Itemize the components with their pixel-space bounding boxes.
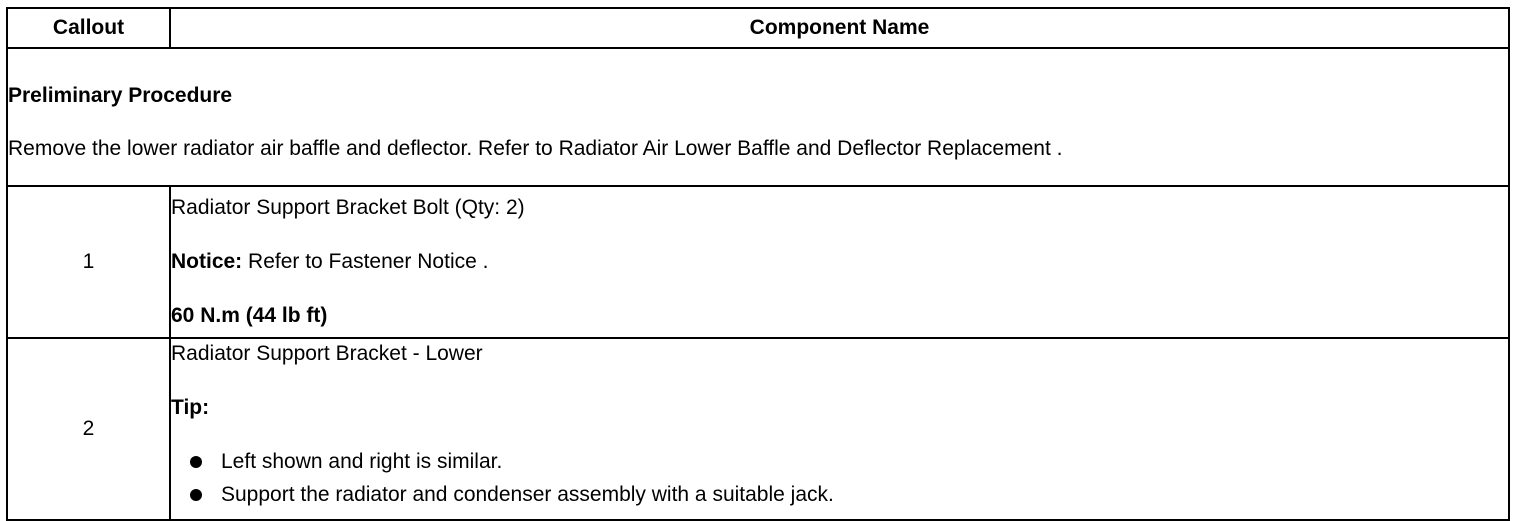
- callout-number: 1: [7, 186, 170, 338]
- component-name-column-header: Component Name: [170, 8, 1509, 48]
- bullet-dot-icon: [190, 456, 202, 468]
- table-row: [7, 186, 1509, 338]
- component-name: Radiator Support Bracket - Lower: [171, 342, 483, 365]
- component-cell: [170, 338, 1509, 520]
- tip-list: [171, 450, 1508, 516]
- table-row: [7, 338, 1509, 520]
- preliminary-title: Preliminary Procedure: [8, 83, 233, 107]
- torque-spec: 60 N.m (44 lb ft): [171, 304, 328, 327]
- callout-column-header: Callout: [7, 8, 170, 48]
- notice-text: Refer to Fastener Notice .: [242, 250, 489, 273]
- notice-label: Notice:: [171, 250, 243, 273]
- preliminary-text: Remove the lower radiator air baffle and deflector. Refer to Radiator Air Lower Baffle and Deflector Replacement .: [8, 136, 1063, 160]
- procedure-table: [6, 7, 1510, 521]
- list-item: [171, 483, 1508, 516]
- preliminary-cell: [7, 48, 1509, 186]
- component-name: Radiator Support Bracket Bolt (Qty: 2): [171, 196, 525, 219]
- callout-number: 2: [7, 338, 170, 520]
- component-cell: [170, 186, 1509, 338]
- tip-label: Tip:: [171, 396, 210, 419]
- tip-text: Left shown and right is similar.: [221, 450, 503, 473]
- notice-line: [171, 250, 1508, 274]
- header-row: [7, 8, 1509, 48]
- tip-text: Support the radiator and condenser assembly with a suitable jack.: [221, 483, 834, 506]
- list-item: [171, 450, 1508, 483]
- preliminary-row: [7, 48, 1509, 186]
- bullet-dot-icon: [190, 489, 202, 501]
